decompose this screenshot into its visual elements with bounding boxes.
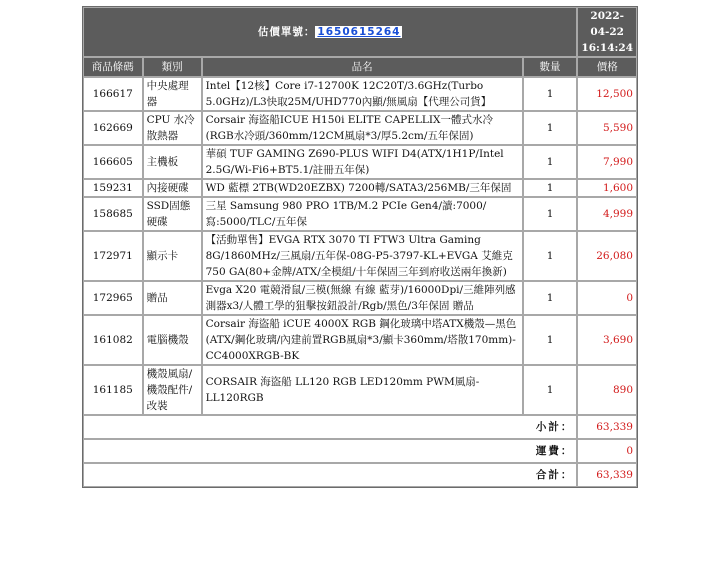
item-price: 26,080: [577, 231, 637, 281]
total-value: 63,339: [577, 463, 637, 487]
item-qty: 1: [523, 179, 578, 197]
item-code: 166617: [83, 77, 143, 111]
table-row: [83, 77, 637, 111]
item-price: 0: [577, 281, 637, 315]
table-row: [83, 231, 637, 281]
column-name: 品名: [202, 57, 523, 77]
item-name: 華碩 TUF GAMING Z690-PLUS WIFI D4(ATX/1H1P/Intel 2.5G/Wi-Fi6+BT5.1/註冊五年保): [202, 145, 523, 179]
table-row: [83, 145, 637, 179]
item-code: 166605: [83, 145, 143, 179]
items-body: [83, 77, 637, 415]
item-category: 電腦機殼: [143, 315, 202, 365]
shipping-label: 運費：: [83, 439, 577, 463]
item-category: 贈品: [143, 281, 202, 315]
quote-date: 2022-04-22: [590, 10, 624, 38]
column-price: 價格: [577, 57, 637, 77]
quote-title-label: 估價單號：: [257, 26, 316, 38]
table-row: [83, 111, 637, 145]
item-qty: 1: [523, 77, 578, 111]
item-category: 機殼風扇/機殼配件/改裝: [143, 365, 202, 415]
item-price: 5,590: [577, 111, 637, 145]
quote-time: 16:14:24: [581, 42, 633, 54]
item-name: Intel【12核】Core i7-12700K 12C20T/3.6GHz(Turbo 5.0GHz)/L3快取25M/UHD770內顯/無風扇【代理公司貨】: [202, 77, 523, 111]
column-code: 商品條碼: [83, 57, 143, 77]
item-name: 三星 Samsung 980 PRO 1TB/M.2 PCIe Gen4/讀:7000/寫:5000/TLC/五年保: [202, 197, 523, 231]
item-category: 主機板: [143, 145, 202, 179]
item-category: 顯示卡: [143, 231, 202, 281]
shipping-value: 0: [577, 439, 637, 463]
item-category: 內接硬碟: [143, 179, 202, 197]
subtotal-label: 小計：: [83, 415, 577, 439]
item-name: CORSAIR 海盜船 LL120 RGB LED120mm PWM風扇-LL120RGB: [202, 365, 523, 415]
quote-number-link[interactable]: 1650615264: [317, 26, 401, 38]
item-code: 161082: [83, 315, 143, 365]
item-code: 172971: [83, 231, 143, 281]
item-qty: 1: [523, 231, 578, 281]
item-price: 890: [577, 365, 637, 415]
shipping-row: [83, 439, 637, 463]
item-name: WD 藍標 2TB(WD20EZBX) 7200轉/SATA3/256MB/三年保固: [202, 179, 523, 197]
item-price: 7,990: [577, 145, 637, 179]
total-row: [83, 463, 637, 487]
item-qty: 1: [523, 281, 578, 315]
item-price: 4,999: [577, 197, 637, 231]
item-price: 3,690: [577, 315, 637, 365]
item-price: 12,500: [577, 77, 637, 111]
item-code: 162669: [83, 111, 143, 145]
table-row: [83, 315, 637, 365]
item-qty: 1: [523, 111, 578, 145]
quote-header-row: [83, 7, 637, 57]
item-name: Evga X20 電競滑鼠/三模(無線 有線 藍芽)/16000Dpi/三維陣列感測器x3/人體工學的狙擊按鈕設計/Rgb/黑色/3年保固 贈品: [202, 281, 523, 315]
total-label: 合計：: [83, 463, 577, 487]
item-qty: 1: [523, 197, 578, 231]
column-qty: 數量: [523, 57, 578, 77]
item-name: 【活動單售】EVGA RTX 3070 TI FTW3 Ultra Gaming 8G/1860MHz/三風扇/五年保-08G-P5-3797-KL+EVGA 艾維克 750 GA(80+金牌/ATX/全模組/十年保固三年到府收送兩年換新): [202, 231, 523, 281]
subtotal-value: 63,339: [577, 415, 637, 439]
table-row: [83, 179, 637, 197]
item-qty: 1: [523, 315, 578, 365]
quote-title: [83, 7, 577, 57]
column-header-row: [83, 57, 637, 77]
table-row: [83, 197, 637, 231]
item-category: CPU 水冷散熱器: [143, 111, 202, 145]
item-code: 172965: [83, 281, 143, 315]
column-category: 類別: [143, 57, 202, 77]
item-code: 161185: [83, 365, 143, 415]
table-row: [83, 281, 637, 315]
quote-table: [82, 6, 638, 488]
quote-datetime: [577, 7, 637, 57]
table-row: [83, 365, 637, 415]
subtotal-row: [83, 415, 637, 439]
item-qty: 1: [523, 365, 578, 415]
item-price: 1,600: [577, 179, 637, 197]
item-name: Corsair 海盜船ICUE H150i ELITE CAPELLIX一體式水冷 (RGB水冷頭/360mm/12CM風扇*3/厚5.2cm/五年保固): [202, 111, 523, 145]
item-name: Corsair 海盜船 iCUE 4000X RGB 鋼化玻璃中塔ATX機殼—黑色(ATX/鋼化玻璃/內建前置RGB風扇*3/顯卡360mm/塔散170mm)-CC4000XRGB-BK: [202, 315, 523, 365]
item-category: 中央處理器: [143, 77, 202, 111]
item-qty: 1: [523, 145, 578, 179]
item-code: 159231: [83, 179, 143, 197]
item-code: 158685: [83, 197, 143, 231]
item-category: SSD固態硬碟: [143, 197, 202, 231]
